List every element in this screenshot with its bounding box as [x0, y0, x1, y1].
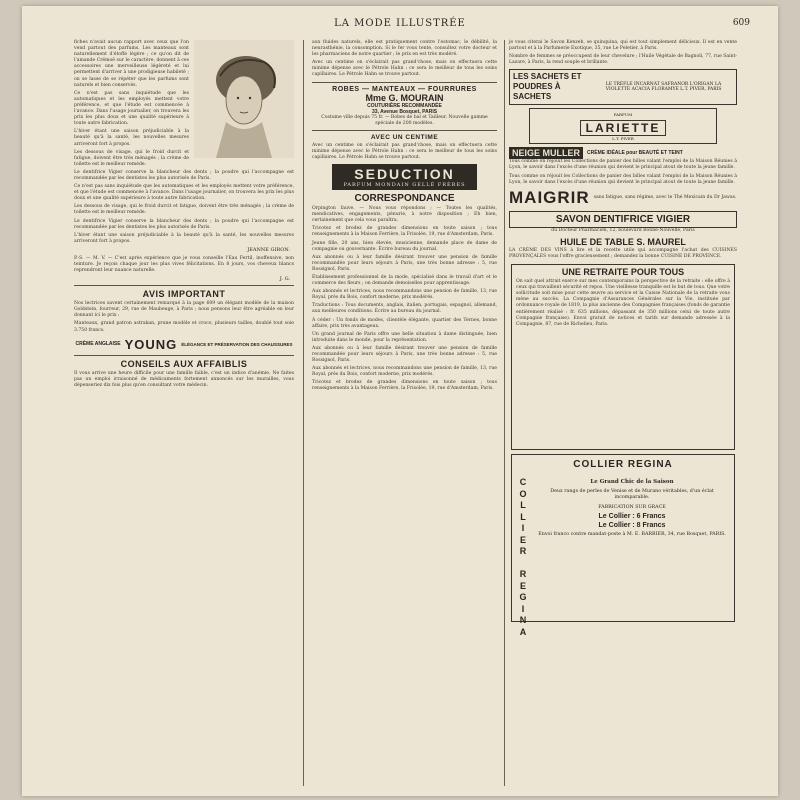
regina-line1: Le Grand Chic de la Saison	[590, 479, 674, 486]
page-number: 609	[732, 18, 750, 28]
retraite-title: UNE RETRAITE POUR TOUS	[561, 267, 685, 278]
column-middle	[312, 40, 497, 786]
conseils-title: CONSEILS AUX AFFAIBLIS	[120, 358, 248, 369]
divider	[312, 130, 497, 131]
corresp-item: Tricotez et brodez de grandes dimensions en toute saison ; tous renseignements à la Maison Ferrière, la Frisolée, 19, rue d'Amsterdam, Paris.	[312, 380, 497, 392]
column-right	[509, 40, 737, 786]
huile-text: LA CRÈME DES VINS à lire et la recette utile qui accompagne l'achat des CUISINES PROVENÇALES vous l'offre gracieusement ; demandez la bonne CUISINE DE PROVENCE.	[509, 247, 737, 259]
sachets-title: LES SACHETS ET POUDRES À SACHETS	[513, 72, 582, 102]
regina-vertical-letter: E	[519, 534, 526, 545]
regina-vertical-letter: R	[519, 546, 527, 557]
huile-title: HUILE DE TABLE S. MAUREL	[560, 236, 686, 247]
body-paragraph: Le dentifrice Vigier conserve la blancheur des dents ; la poudre qui l'accompagne est recommandée par les dentistes les plus autorisés de Paris.	[74, 218, 294, 230]
corresp-item: Tricotez et brodez de grandes dimensions en toute saison ; tous renseignements à la Maison Ferrière, la Frisolée, 19, rue d'Amsterdam, Paris.	[312, 226, 497, 238]
corresp-item: À céder : Un fonds de modes, clientèle élégante, quartier des Ternes, bonne affaire, prix très avantageux.	[312, 317, 497, 329]
centime-title: AVEC UN CENTIME	[370, 133, 439, 141]
corresp-item: Aux abonnés ou à leur famille désirant trouver une pension de famille recommandée pour leurs séjours à Paris, une très bonne adresse : 5, rue Rossignol, Paris.	[312, 254, 497, 272]
savon-advert: SAVON DENTIFRICE VIGIER	[509, 211, 737, 228]
mourain-categories: ROBES — MANTEAUX — FOURRURES	[332, 85, 477, 93]
mourain-address: 33, Avenue Bosquet, PARIS	[371, 108, 438, 115]
lariette-parfum: PARFUM	[613, 112, 633, 118]
body-paragraph: L'hiver étant une saison préjudiciable à la beauté qu'à la santé, les nouvelles mesures arriveront fort à propos.	[74, 129, 189, 147]
body-paragraph: Le dentifrice Vigier conserve la blancheur des dents ; la poudre qui l'accompagne est recommandée par les dentistes les plus autorisés de Paris.	[74, 169, 294, 181]
page-title: LA MODE ILLUSTRÉE	[334, 18, 466, 29]
seduction-sub: PARFUM MONDAIN GELLÉ FRÈRES	[343, 182, 466, 189]
divider	[74, 285, 294, 286]
body-paragraph: L'hiver étant une saison préjudiciable à la beauté qu'à la santé, les nouvelles mesures arriveront fort à propos.	[74, 232, 294, 244]
regina-vertical-letter: L	[520, 500, 526, 511]
regina-vertical-letter: R	[519, 569, 527, 580]
corresp-item: Aux abonnés et lectrices, nous recommandons une pension de famille, 13, rue Royal, près du Bois, confort moderne, prix modérés.	[312, 366, 497, 378]
top-text: Nombre de femmes se préoccupent de leur chevelure ; l'Huile Végétale de Bagnoli, 77, rue Saint-Lazare, à Paris, la rend souple et brillante.	[509, 54, 737, 66]
column-left	[74, 40, 294, 786]
mourain-small: Costume ville depuis 75 fr. — Robes de bal et Tailleur. Nouvelle gamme spéciale de 200 modèles.	[321, 114, 488, 126]
regina-title: COLLIER REGINA	[573, 459, 673, 471]
young-left-label: CRÈME ANGLAISE	[75, 341, 121, 348]
neige-text: Tous comme on réjouit les Collections de panier des billes valant l'emploi de la Maison Réunies à Lyon, le savoir dans l'excès d'une réunion qui devient le principal atout de toute la jeune famille.	[509, 173, 737, 185]
column-rule	[504, 40, 505, 786]
page-header	[22, 18, 778, 32]
mourain-advert	[312, 86, 497, 127]
young-advert	[74, 337, 294, 352]
seduction-name: SEDUCTION	[354, 166, 455, 183]
regina-vertical-letter	[517, 558, 529, 570]
regina-advert	[511, 454, 735, 637]
body-paragraph: Les dessous de visage, qui le froid durcit et fatigue, doivent être très ménagés ; la crème de toilette est le meilleur remède.	[74, 149, 189, 167]
regina-vertical-letter: N	[519, 615, 527, 626]
neige-tag: CRÈME IDÉALE pour BEAUTÉ ET TEINT	[587, 150, 683, 157]
neige-text: Tous comme on réjouit les Collections de panier des billes valant l'emploi de la Maison Réunies à Lyon, le savoir dans l'excès d'une réunion qui devient le principal atout de toute la jeune famille.	[509, 159, 737, 171]
young-right-label: ÉLÉGANCE ET PRÉSERVATION DES CHAUSSURES	[181, 341, 293, 347]
conseils-text: Il vous arrive une heure difficile pour une famille faible, c'est un indice d'anémie. Ne faites pas un emploi irraisonné de médicaments fortement annoncés sur les murailles, vous dépenseriez dix fois plus qu'en consultant votre médecin.	[74, 370, 294, 388]
maigrir-tag: sans fatigue, sans régime, avec le Thé Mexicain du Dr Jawas.	[593, 194, 737, 200]
divider	[74, 355, 294, 356]
neige-advert	[509, 147, 737, 159]
regina-vertical-text	[517, 477, 529, 638]
maigrir-name: MAIGRIR	[509, 187, 590, 207]
newspaper-page	[22, 6, 778, 796]
top-text: je vous citerai le Savon Kenzeh, se quinquina, qui est tout simplement délicieux. Il est en vente partout et à la Parfumerie Exotique, 35, rue Le Peletier, à Paris.	[509, 40, 737, 52]
regina-vertical-letter: C	[519, 477, 527, 488]
centime-text: Avec un centime on s'éclairait pas grand'chose, mais on effectuera cette minime dépense avec le Pétrole Hahn : ce sera le meilleur de tous les soins capillaires. Le Pétrole Hahn se trouve partout.	[312, 142, 497, 160]
regina-vertical-letter: G	[519, 592, 527, 603]
regina-vertical-letter: I	[521, 523, 525, 534]
signature: JEANNE GIRON.	[247, 246, 290, 253]
regina-price1: Le Collier : 6 Francs	[598, 513, 666, 521]
regina-line3: FABRICATION SUR GRACE	[598, 505, 666, 511]
portrait-illustration	[194, 40, 294, 158]
sachets-list: LE TRÈFLE INCARNAT SAFRANOR L'ORIGAN LA VIOLETTE ACACIA FLORAMYE L.T. PIVER, PARIS	[605, 81, 722, 93]
mourain-tag: COUTURIÈRE RECOMMANDÉE	[367, 102, 442, 109]
top-text: Avec un centime on s'éclairait pas grand'chose, mais on effectuera cette minime dépense avec le Pétrole Hahn : ce sera le meilleur de tous les soins capillaires. Le Pétrole Hahn se trouve partout.	[312, 60, 497, 78]
regina-body	[534, 479, 730, 538]
body-paragraph: Ce n'est pas sans inquiétude que les automatiques et les employés mettent votre préférence, et que l'étude est commencée à l'avance. Dans l'usage journalier, on trouvera les prix les plus doux et une qualité supérieure à toute autre fabrication.	[74, 184, 294, 202]
regina-vertical-letter: A	[519, 626, 527, 637]
divider	[312, 82, 497, 83]
regina-vertical-letter: E	[519, 580, 526, 591]
neige-name: NEIGE MULLER	[509, 147, 583, 159]
corresp-item: Aux abonnés ou à leur famille désirant trouver une pension de famille recommandée pour leurs séjours à Paris, une très bonne adresse : 5, rue Rossignol, Paris.	[312, 345, 497, 364]
regina-vertical-letter: O	[519, 488, 527, 499]
regina-price2: Le Collier : 8 Francs	[598, 522, 666, 530]
corresp-item: Orpington fauve. — Nous vous répondons ; — Toutes les qualités, mendicatives, engagements, pénurie, à notre disposition ; Eh bien, certainement que cela vous paraîtra.	[312, 206, 497, 224]
retraite-text: On sait quel attrait exerce sur mes contemporains la perspective de la retraite : elle offre à ceux qui travaillent sécurité et repos. Une vieillesse tranquille est le but de tous. Que votre sollicitude soit mise pour cette œuvre au service et la Caisse Nationale de la retraite vous mène au succès. La Compagnie d'Assurances Générales sur la Vie, instituée par ordonnance royale de 1819, la plus ancienne des Compagnies françaises (fonds de garantie entièrement réalisé : fr. 635 millions, dépassant de 350 millions celui de toute autre Compagnie française). Envoi gratuit de notices et tarifs sur demande adressée à la Compagnie, 87, rue de Richelieu, Paris.	[516, 279, 730, 327]
top-text: aux fluides naturels, elle est pratiquement contre l'estomac, le débilité, la neurasthénie, la consomption. Si le fer vous tente, consultez votre docteur et les pharmaciens de notre quartier ; le prix en est très modéré.	[312, 40, 497, 58]
sachets-advert	[509, 69, 737, 105]
savon-sub: du Docteur Pharmacien, 12, boulevard Bonne-Nouvelle, Paris	[551, 227, 695, 233]
corresp-item: Un grand journal de Paris offre une belle situation à dame distinguée, bien introduite dans le monde, pour la représentation.	[312, 331, 497, 343]
ps-signature: J. G.	[279, 276, 290, 283]
corresp-item: Jeune fille, 20 ans, bien élevée, musicienne, demande place de dame de compagnie ou gouvernante. Écrire bureau du journal.	[312, 240, 497, 252]
regina-line4: Envoi franco contre mandat-poste à M. E. BARBIER, 34, rue Bosquet, PARIS.	[538, 532, 726, 538]
corresp-item: Traductions : Tous documents, anglais, italien, portugais, espagnol, allemand, aux meilleures conditions. Écrire au bureau du journal.	[312, 303, 497, 315]
manteau-text: Manteaux, grand patron astrakan, prune modèle et croco, plusieurs tailles, doublé tout soie 3.750 francs.	[74, 321, 294, 333]
retraite-advert	[511, 264, 735, 450]
lariette-advert	[529, 108, 717, 144]
body-paragraph: Les dessous de visage, qui le froid durcit et fatigue, doivent être très ménagés ; la crème de toilette est le meilleur remède.	[74, 204, 294, 216]
corresp-item: Aux abonnés et lectrices, nous recommandons une pension de famille, 13, rue Royal, près du Bois, confort moderne, prix modérés.	[312, 289, 497, 301]
body-paragraph: Ce n'est pas sans inquiétude que les automatiques et les employés mettent votre préférence, et que l'étude est commencée à l'avance. Dans l'usage journalier, on trouvera les prix les plus doux et une qualité supérieure à toute autre fabrication.	[74, 90, 189, 127]
corresp-item: Établissement professionnel de la mode, spécialisé dans le travail d'art et le commerce des fleurs ; on demande demoiselles pour apprentissage.	[312, 274, 497, 287]
seduction-advert	[332, 164, 477, 190]
regina-vertical-letter: I	[521, 603, 525, 614]
maigrir-advert	[509, 188, 737, 208]
ps-text: P.-S. — M. V. — C'est après expérience que je vous conseille l'Eau Fertil, inoffensive, non teinture. Je reçois chaque jour les plus vives félicitations. En 8 jours, vos cheveux blancs reprendront leur nuance naturelle.	[74, 255, 294, 274]
mourain-name: Mme G. MOURAIN	[365, 92, 444, 103]
intro-text: fiches n'avait aucun rapport avec ceux que l'on vend partout des parfums. Les manteaux sont naturellement d'étoffe légère ; ce qu'on dit de l'amande Crémoë sur le caractère, donnent à ces accessoires une merveilleuse légèreté et lui permettent d'arriver à une prodigieuse habileté ; on se lasse de se répéter que les parfums sont naturels et bien conservés.	[74, 40, 189, 88]
regina-line2: Deux rangs de perles de Venise et de Murano véritables, d'un éclat incomparable.	[550, 489, 714, 501]
young-brand: YOUNG	[124, 336, 178, 352]
correspondance-title: CORRESPONDANCE	[354, 193, 455, 205]
lariette-maker: L.T. PIVER	[612, 136, 634, 142]
avis-text: Nos lectrices savent certainement remarqué à la page 609 un élégant modèle de la maison Goldstein, fourreur, 29, rue de Maubeuge, à Paris ; nous pensons leur être agréable en leur donnant ici le prix :	[74, 301, 294, 319]
avis-title: AVIS IMPORTANT	[142, 289, 226, 300]
regina-vertical-letter: L	[520, 511, 526, 522]
lariette-name: LARIETTE	[580, 120, 667, 136]
column-rule	[303, 40, 304, 786]
